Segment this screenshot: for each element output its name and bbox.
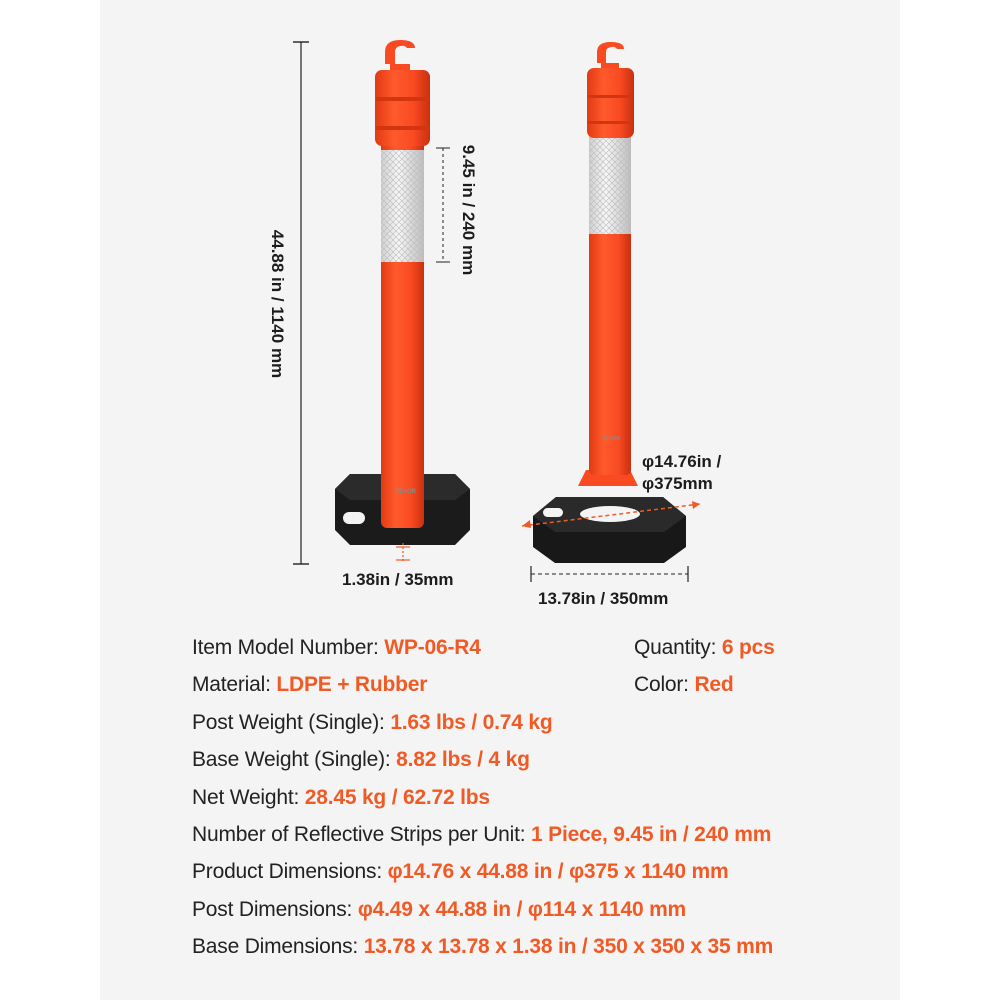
base-diameter-label-1: φ14.76in / bbox=[642, 452, 722, 471]
base-diameter-label-2: φ375mm bbox=[642, 474, 713, 493]
spec-material bbox=[192, 673, 427, 697]
total-height-label: 44.88 in / 1140 mm bbox=[268, 229, 287, 379]
base-socket bbox=[580, 506, 640, 522]
spec-post-dims-label: Post Dimensions: bbox=[192, 898, 358, 921]
base-handle-hole bbox=[343, 512, 365, 524]
left-brand-mark: VEVOR bbox=[395, 489, 417, 495]
spec-product-dims-value: φ14.76 x 44.88 in / φ375 x 1140 mm bbox=[387, 860, 729, 883]
spec-color bbox=[634, 673, 734, 697]
spec-base-weight-value: 8.82 lbs / 4 kg bbox=[396, 748, 530, 771]
spec-model-value: WP-06-R4 bbox=[384, 636, 481, 659]
spec-base-dims-label: Base Dimensions: bbox=[192, 935, 364, 958]
spec-net-weight bbox=[192, 786, 490, 810]
spec-post-dims-value: φ4.49 x 44.88 in / φ114 x 1140 mm bbox=[357, 898, 687, 921]
spec-quantity-label: Quantity: bbox=[634, 636, 722, 659]
spec-material-label: Material: bbox=[192, 673, 277, 696]
spec-strips bbox=[192, 823, 771, 847]
right-hook bbox=[597, 42, 624, 68]
spec-net-weight-value: 28.45 kg / 62.72 lbs bbox=[304, 786, 490, 809]
spec-quantity bbox=[634, 636, 775, 660]
spec-strips-label: Number of Reflective Strips per Unit: bbox=[192, 823, 532, 846]
spec-strips-value: 1 Piece, 9.45 in / 240 mm bbox=[531, 823, 772, 846]
spec-model-label: Item Model Number: bbox=[192, 636, 385, 659]
spec-quantity-value: 6 pcs bbox=[721, 636, 775, 659]
spec-base-weight-label: Base Weight (Single): bbox=[192, 748, 397, 771]
spec-product-dims-label: Product Dimensions: bbox=[192, 860, 388, 883]
spec-color-value: Red bbox=[694, 673, 734, 696]
spec-base-dims-value: 13.78 x 13.78 x 1.38 in / 350 x 350 x 35 mm bbox=[363, 935, 774, 958]
base-width-label: 13.78in / 350mm bbox=[538, 589, 669, 608]
left-hook bbox=[385, 40, 415, 70]
spec-post-dims bbox=[192, 898, 686, 922]
spec-post-weight-value: 1.63 lbs / 0.74 kg bbox=[390, 711, 553, 734]
spec-base-weight bbox=[192, 748, 530, 772]
right-post bbox=[522, 42, 700, 582]
spec-model bbox=[192, 636, 481, 660]
base-thickness-label: 1.38in / 35mm bbox=[342, 570, 454, 589]
right-brand-mark: VEVOR bbox=[601, 436, 621, 442]
spec-base-dims bbox=[192, 935, 773, 959]
strip-height-label: 9.45 in / 240 mm bbox=[459, 144, 478, 276]
spec-color-label: Color: bbox=[634, 673, 695, 696]
spec-product-dims bbox=[192, 860, 728, 884]
spec-post-weight bbox=[192, 711, 552, 735]
spec-material-value: LDPE + Rubber bbox=[276, 673, 428, 696]
spec-post-weight-label: Post Weight (Single): bbox=[192, 711, 391, 734]
spec-net-weight-label: Net Weight: bbox=[192, 786, 305, 809]
left-post bbox=[293, 40, 470, 564]
